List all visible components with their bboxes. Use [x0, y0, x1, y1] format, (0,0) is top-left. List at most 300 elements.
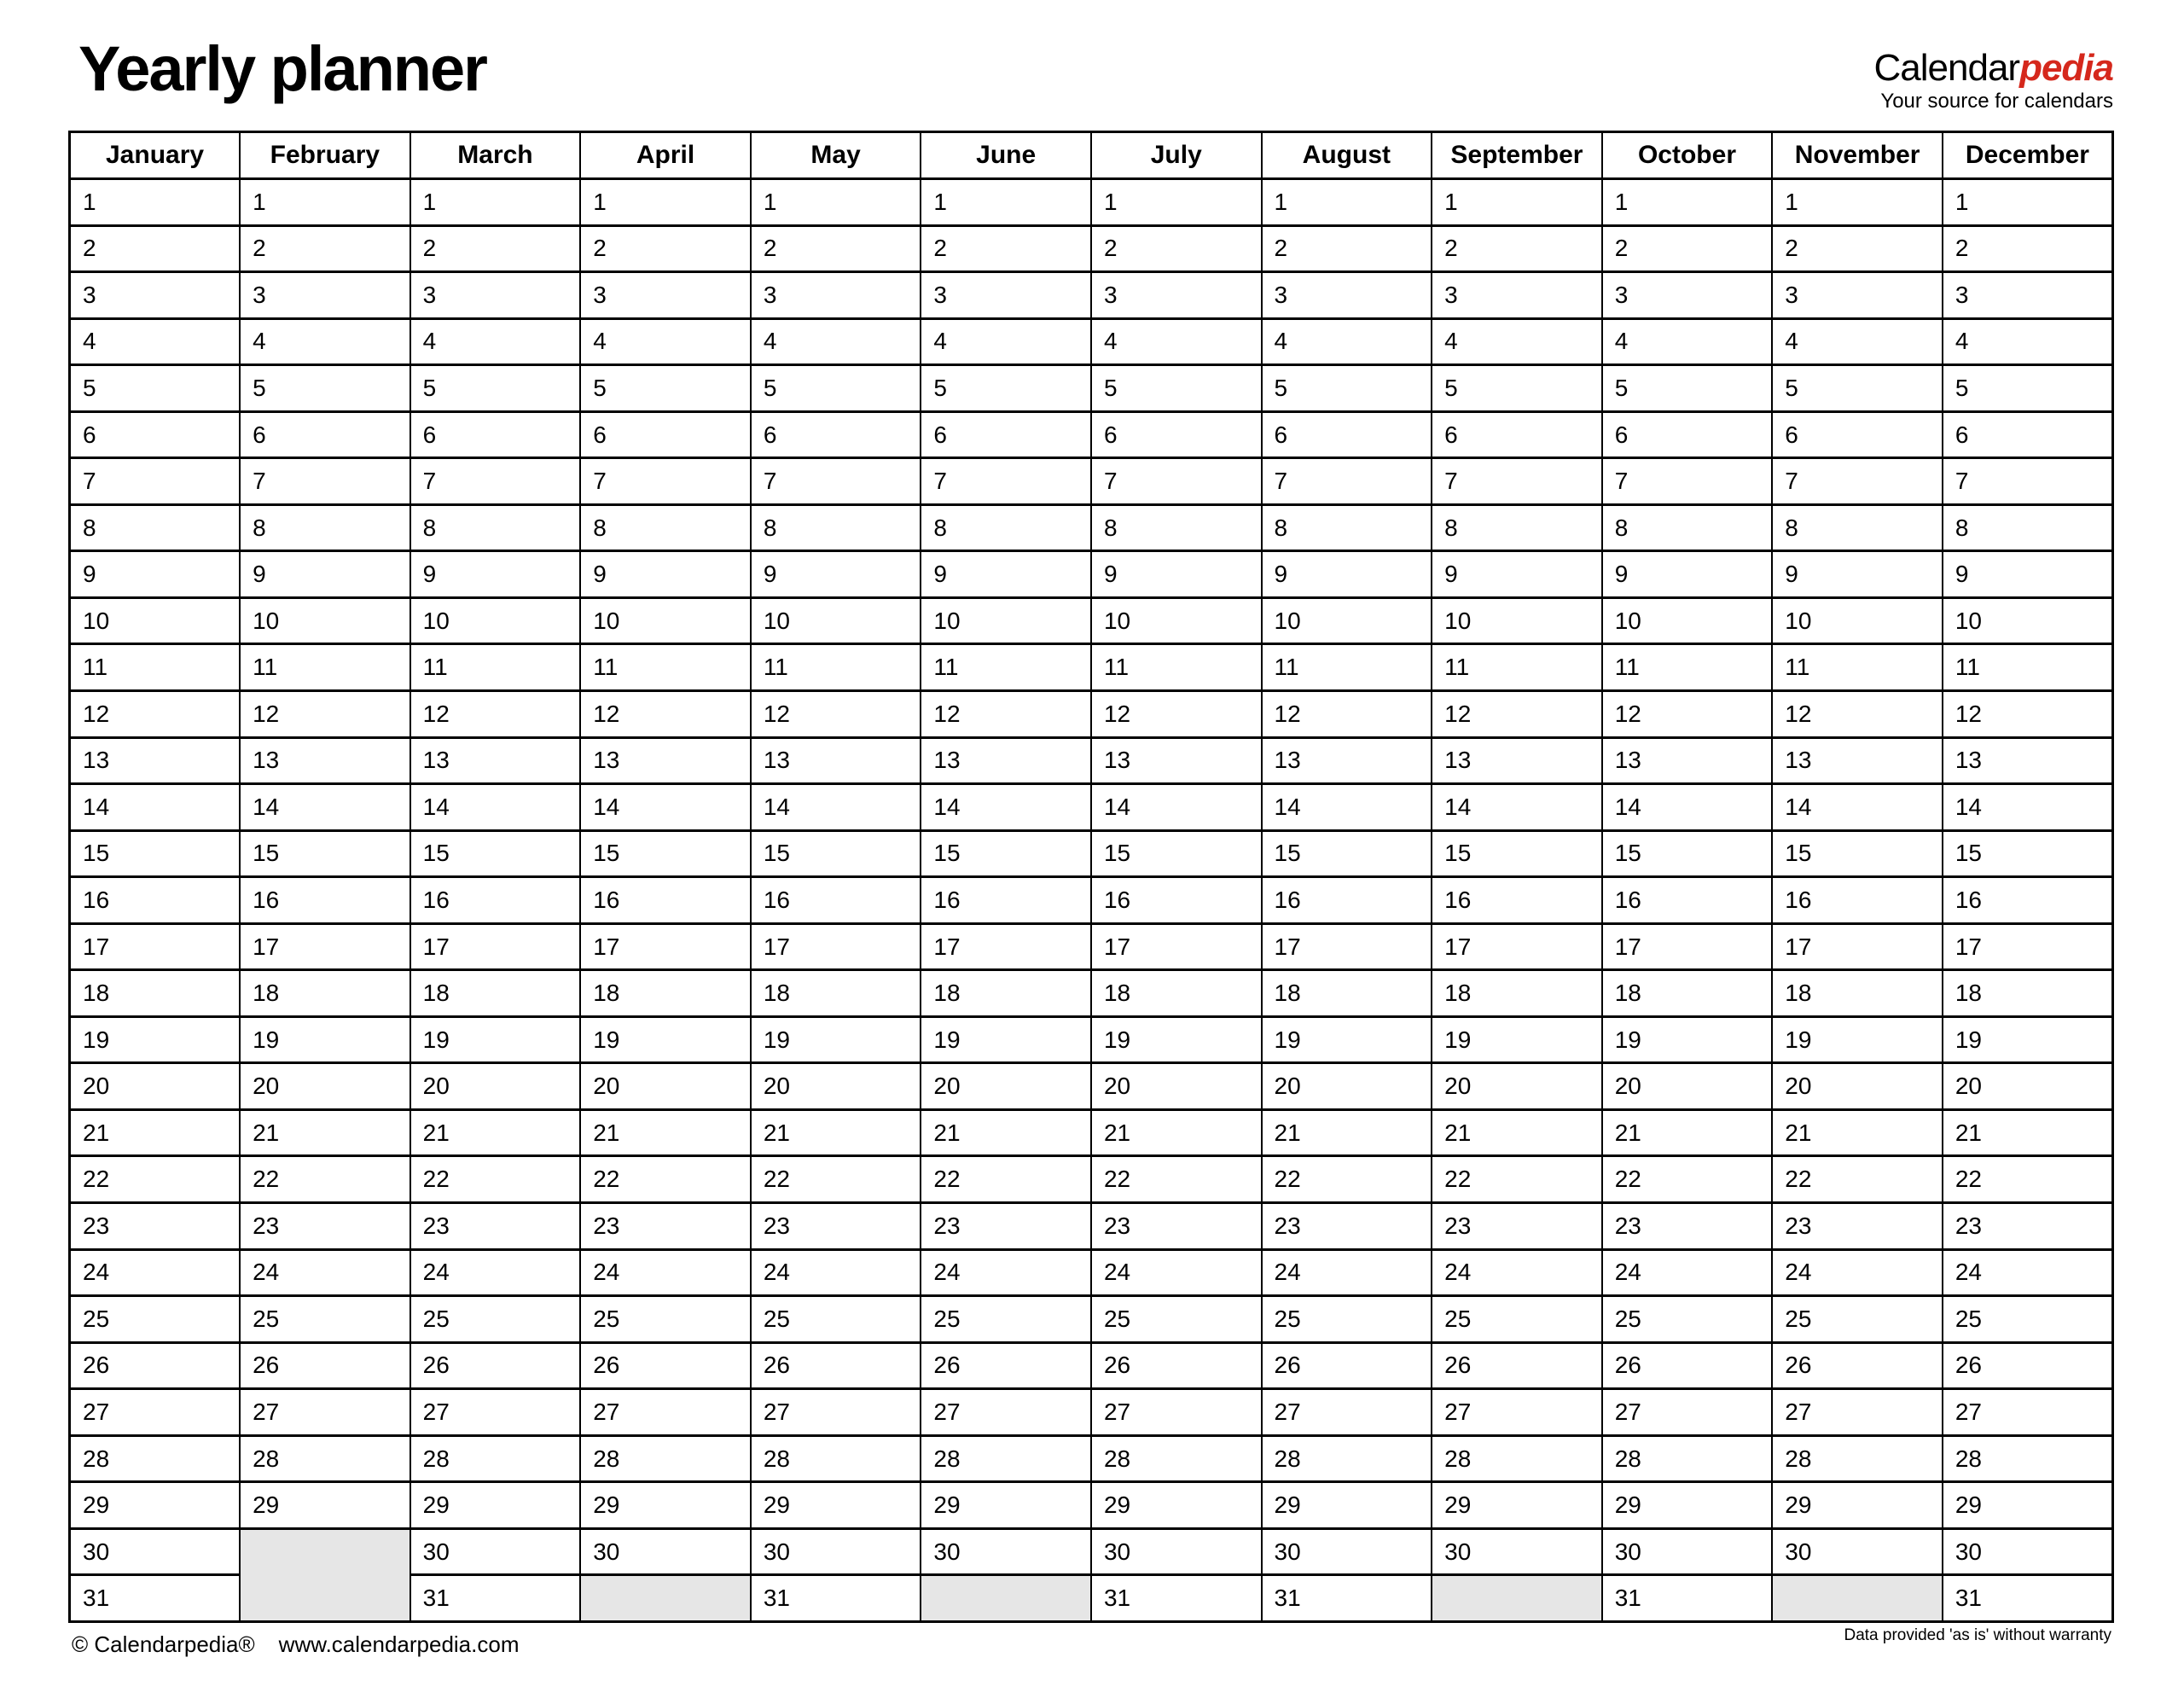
- day-cell: 4: [1943, 318, 2113, 365]
- day-cell: 2: [70, 225, 241, 272]
- day-cell: 20: [921, 1063, 1091, 1110]
- day-cell: 24: [1943, 1249, 2113, 1296]
- day-cell: 8: [921, 504, 1091, 551]
- day-row-14: [70, 784, 2113, 831]
- day-cell: 24: [751, 1249, 921, 1296]
- day-cell: 16: [1602, 877, 1773, 924]
- day-cell: 22: [240, 1156, 410, 1203]
- day-cell: 21: [410, 1109, 581, 1156]
- logo-wordmark: [1874, 49, 2113, 87]
- day-cell: 3: [70, 272, 241, 319]
- day-cell: 18: [1772, 970, 1943, 1017]
- day-cell: 20: [1262, 1063, 1432, 1110]
- day-cell: 5: [240, 365, 410, 412]
- day-cell: 1: [580, 179, 751, 226]
- day-row-7: [70, 458, 2113, 505]
- day-cell: 20: [240, 1063, 410, 1110]
- day-cell: 26: [580, 1342, 751, 1389]
- day-cell: 14: [1943, 784, 2113, 831]
- day-cell: 19: [751, 1016, 921, 1063]
- day-cell: 18: [410, 970, 581, 1017]
- day-cell: 8: [1091, 504, 1262, 551]
- day-cell: 2: [1772, 225, 1943, 272]
- day-cell: 14: [1091, 784, 1262, 831]
- day-cell: 13: [921, 737, 1091, 784]
- day-cell: 18: [1602, 970, 1773, 1017]
- day-cell: 3: [1432, 272, 1602, 319]
- day-cell: 26: [70, 1342, 241, 1389]
- day-cell: 11: [1262, 644, 1432, 691]
- day-cell: 2: [921, 225, 1091, 272]
- day-row-3: [70, 272, 2113, 319]
- day-cell: 23: [240, 1203, 410, 1250]
- day-cell: 7: [410, 458, 581, 505]
- day-cell: 25: [580, 1296, 751, 1343]
- month-header-august: August: [1262, 132, 1432, 179]
- day-cell: 5: [1772, 365, 1943, 412]
- day-cell: 14: [70, 784, 241, 831]
- day-cell: 29: [1262, 1482, 1432, 1529]
- day-cell: 11: [410, 644, 581, 691]
- day-cell: 15: [580, 830, 751, 877]
- day-cell: 16: [1432, 877, 1602, 924]
- day-cell: 29: [410, 1482, 581, 1529]
- day-cell: 24: [1432, 1249, 1602, 1296]
- day-cell: 10: [1262, 597, 1432, 644]
- day-cell: 30: [1432, 1528, 1602, 1575]
- day-cell: 4: [1602, 318, 1773, 365]
- day-cell: 22: [1943, 1156, 2113, 1203]
- day-cell: 16: [1262, 877, 1432, 924]
- day-cell: 7: [1602, 458, 1773, 505]
- logo-tagline: Your source for calendars: [1880, 90, 2113, 113]
- day-cell: 31: [70, 1575, 241, 1622]
- day-cell: 19: [580, 1016, 751, 1063]
- day-cell: 18: [1262, 970, 1432, 1017]
- day-cell: 29: [70, 1482, 241, 1529]
- day-cell: 16: [70, 877, 241, 924]
- day-cell: 11: [1943, 644, 2113, 691]
- day-cell: 30: [580, 1528, 751, 1575]
- day-cell: 29: [1091, 1482, 1262, 1529]
- month-header-september: September: [1432, 132, 1602, 179]
- footer-url: www.calendarpedia.com: [278, 1631, 520, 1657]
- day-cell: 29: [921, 1482, 1091, 1529]
- day-cell: 19: [1262, 1016, 1432, 1063]
- day-cell: 5: [1262, 365, 1432, 412]
- month-header-march: March: [410, 132, 581, 179]
- day-cell: 14: [751, 784, 921, 831]
- day-cell: 10: [1943, 597, 2113, 644]
- day-cell: 14: [921, 784, 1091, 831]
- day-cell: 17: [70, 923, 241, 970]
- day-cell: 7: [921, 458, 1091, 505]
- day-cell: 7: [1262, 458, 1432, 505]
- day-cell: 7: [1772, 458, 1943, 505]
- day-row-11: [70, 644, 2113, 691]
- day-cell: 2: [751, 225, 921, 272]
- day-cell: 20: [580, 1063, 751, 1110]
- day-cell: 23: [1602, 1203, 1773, 1250]
- day-cell: 11: [1772, 644, 1943, 691]
- day-row-17: [70, 923, 2113, 970]
- day-cell: 26: [1091, 1342, 1262, 1389]
- day-cell: 6: [921, 411, 1091, 458]
- day-cell: 13: [1602, 737, 1773, 784]
- day-cell: 12: [751, 691, 921, 738]
- day-cell: 3: [1262, 272, 1432, 319]
- day-cell: 29: [1943, 1482, 2113, 1529]
- day-cell: 2: [1091, 225, 1262, 272]
- day-cell: 19: [1772, 1016, 1943, 1063]
- day-cell: 16: [1943, 877, 2113, 924]
- day-cell: 31: [1262, 1575, 1432, 1622]
- day-cell: 21: [921, 1109, 1091, 1156]
- day-cell: 12: [1262, 691, 1432, 738]
- day-cell: 11: [751, 644, 921, 691]
- day-cell: 3: [240, 272, 410, 319]
- day-cell: 7: [751, 458, 921, 505]
- day-cell: 5: [1602, 365, 1773, 412]
- day-cell: 29: [1772, 1482, 1943, 1529]
- day-cell: 15: [1943, 830, 2113, 877]
- day-cell: 10: [70, 597, 241, 644]
- day-cell: 18: [1432, 970, 1602, 1017]
- day-cell: 13: [580, 737, 751, 784]
- day-cell: 4: [1772, 318, 1943, 365]
- day-cell: 12: [410, 691, 581, 738]
- day-cell: 26: [1432, 1342, 1602, 1389]
- logo-text-calendar: Calendar: [1873, 47, 2020, 89]
- day-row-20: [70, 1063, 2113, 1110]
- day-row-19: [70, 1016, 2113, 1063]
- day-cell: 24: [1262, 1249, 1432, 1296]
- day-cell: 7: [580, 458, 751, 505]
- day-cell: 8: [1432, 504, 1602, 551]
- yearly-planner-table: [68, 131, 2114, 1623]
- day-cell: 22: [1432, 1156, 1602, 1203]
- day-cell: 12: [70, 691, 241, 738]
- day-cell: 9: [580, 551, 751, 598]
- day-cell: 1: [1602, 179, 1773, 226]
- day-cell: 30: [1772, 1528, 1943, 1575]
- day-cell: 19: [240, 1016, 410, 1063]
- day-cell: 29: [1432, 1482, 1602, 1529]
- day-cell: 22: [1262, 1156, 1432, 1203]
- day-cell: 20: [1602, 1063, 1773, 1110]
- day-cell: 16: [751, 877, 921, 924]
- day-cell: 18: [70, 970, 241, 1017]
- day-cell: 7: [1432, 458, 1602, 505]
- day-cell: 12: [240, 691, 410, 738]
- day-cell: 1: [751, 179, 921, 226]
- day-cell: 27: [1262, 1389, 1432, 1436]
- month-header-november: November: [1772, 132, 1943, 179]
- day-cell: 20: [1091, 1063, 1262, 1110]
- day-cell: 8: [410, 504, 581, 551]
- day-row-12: [70, 691, 2113, 738]
- day-cell: 21: [1262, 1109, 1432, 1156]
- day-cell: 28: [1943, 1435, 2113, 1482]
- day-cell: 3: [1091, 272, 1262, 319]
- day-cell: 27: [1091, 1389, 1262, 1436]
- day-cell: 1: [410, 179, 581, 226]
- day-cell: 10: [1602, 597, 1773, 644]
- day-cell: 29: [240, 1482, 410, 1529]
- day-cell: 13: [751, 737, 921, 784]
- day-row-25: [70, 1296, 2113, 1343]
- day-cell: 30: [410, 1528, 581, 1575]
- day-cell: 10: [580, 597, 751, 644]
- day-cell: 11: [240, 644, 410, 691]
- month-header-january: January: [70, 132, 241, 179]
- day-cell: 9: [1091, 551, 1262, 598]
- day-cell: 23: [1772, 1203, 1943, 1250]
- day-cell: 16: [921, 877, 1091, 924]
- day-cell: 27: [1772, 1389, 1943, 1436]
- day-cell: 5: [921, 365, 1091, 412]
- day-cell: 6: [1262, 411, 1432, 458]
- day-cell: 22: [580, 1156, 751, 1203]
- day-cell: 5: [580, 365, 751, 412]
- day-cell: 21: [1943, 1109, 2113, 1156]
- day-cell: 15: [1602, 830, 1773, 877]
- day-cell: 24: [240, 1249, 410, 1296]
- day-cell: 3: [921, 272, 1091, 319]
- day-row-22: [70, 1156, 2113, 1203]
- day-cell: 2: [1602, 225, 1773, 272]
- day-row-15: [70, 830, 2113, 877]
- day-cell: 7: [240, 458, 410, 505]
- day-cell: 21: [1772, 1109, 1943, 1156]
- day-row-21: [70, 1109, 2113, 1156]
- day-row-23: [70, 1203, 2113, 1250]
- day-cell: 8: [70, 504, 241, 551]
- day-cell: 4: [921, 318, 1091, 365]
- day-cell: 15: [1262, 830, 1432, 877]
- day-cell: 20: [751, 1063, 921, 1110]
- day-cell: 31: [1091, 1575, 1262, 1622]
- day-row-2: [70, 225, 2113, 272]
- day-cell: 17: [1772, 923, 1943, 970]
- day-cell: 25: [1943, 1296, 2113, 1343]
- day-cell: 27: [580, 1389, 751, 1436]
- day-cell: 14: [1262, 784, 1432, 831]
- day-cell: 4: [580, 318, 751, 365]
- day-cell: 15: [1432, 830, 1602, 877]
- day-cell: 18: [240, 970, 410, 1017]
- day-cell: 5: [70, 365, 241, 412]
- day-cell: 26: [751, 1342, 921, 1389]
- day-cell: 28: [1091, 1435, 1262, 1482]
- day-cell: 10: [751, 597, 921, 644]
- day-cell: 6: [1602, 411, 1773, 458]
- day-cell: 5: [751, 365, 921, 412]
- day-cell: 27: [410, 1389, 581, 1436]
- day-row-5: [70, 365, 2113, 412]
- day-cell: 13: [1772, 737, 1943, 784]
- day-cell: 22: [921, 1156, 1091, 1203]
- day-cell: 8: [1262, 504, 1432, 551]
- day-cell: 21: [580, 1109, 751, 1156]
- day-cell: 3: [1943, 272, 2113, 319]
- day-cell: 29: [751, 1482, 921, 1529]
- day-cell: 9: [240, 551, 410, 598]
- day-cell: 22: [70, 1156, 241, 1203]
- day-cell: 11: [1432, 644, 1602, 691]
- day-cell: 28: [921, 1435, 1091, 1482]
- day-cell: 29: [1602, 1482, 1773, 1529]
- day-cell: 12: [1602, 691, 1773, 738]
- day-cell: 12: [580, 691, 751, 738]
- day-cell: 10: [1091, 597, 1262, 644]
- day-cell: 16: [1091, 877, 1262, 924]
- day-cell: 7: [1943, 458, 2113, 505]
- calendarpedia-logo: [1874, 49, 2113, 112]
- day-cell: 8: [1602, 504, 1773, 551]
- day-cell: 16: [410, 877, 581, 924]
- day-cell: 3: [410, 272, 581, 319]
- day-cell: 24: [1772, 1249, 1943, 1296]
- day-cell: 5: [1432, 365, 1602, 412]
- day-cell: 3: [1772, 272, 1943, 319]
- day-cell: 28: [1772, 1435, 1943, 1482]
- month-header-october: October: [1602, 132, 1773, 179]
- day-cell: 23: [1432, 1203, 1602, 1250]
- day-cell: 18: [921, 970, 1091, 1017]
- day-cell: 15: [240, 830, 410, 877]
- day-cell: 24: [1091, 1249, 1262, 1296]
- day-cell: 11: [580, 644, 751, 691]
- day-cell: 9: [70, 551, 241, 598]
- day-cell: 30: [1091, 1528, 1262, 1575]
- day-row-24: [70, 1249, 2113, 1296]
- month-header-june: June: [921, 132, 1091, 179]
- day-cell: 4: [1262, 318, 1432, 365]
- day-cell: 23: [751, 1203, 921, 1250]
- day-cell: 25: [1432, 1296, 1602, 1343]
- day-cell: 12: [1091, 691, 1262, 738]
- day-cell: 6: [410, 411, 581, 458]
- day-cell: 5: [410, 365, 581, 412]
- day-cell: 26: [240, 1342, 410, 1389]
- day-cell: 7: [1091, 458, 1262, 505]
- day-cell: 23: [921, 1203, 1091, 1250]
- day-cell: 19: [921, 1016, 1091, 1063]
- day-cell: 25: [921, 1296, 1091, 1343]
- day-cell: 16: [1772, 877, 1943, 924]
- day-row-16: [70, 877, 2113, 924]
- day-cell: 30: [70, 1528, 241, 1575]
- day-cell: 24: [410, 1249, 581, 1296]
- day-cell: 22: [1772, 1156, 1943, 1203]
- day-cell: 26: [1262, 1342, 1432, 1389]
- day-row-13: [70, 737, 2113, 784]
- day-cell: 8: [1943, 504, 2113, 551]
- day-cell: 1: [1772, 179, 1943, 226]
- day-cell: 23: [1943, 1203, 2113, 1250]
- day-cell: 15: [1772, 830, 1943, 877]
- day-row-18: [70, 970, 2113, 1017]
- day-cell: 17: [240, 923, 410, 970]
- day-cell: 25: [1262, 1296, 1432, 1343]
- day-cell: 27: [921, 1389, 1091, 1436]
- day-cell: 25: [70, 1296, 241, 1343]
- day-cell: 31: [410, 1575, 581, 1622]
- day-cell: 18: [580, 970, 751, 1017]
- empty-cell: [580, 1575, 751, 1622]
- empty-cell: [1772, 1575, 1943, 1622]
- day-cell: 13: [1943, 737, 2113, 784]
- day-cell: 1: [1091, 179, 1262, 226]
- day-cell: 14: [580, 784, 751, 831]
- day-cell: 28: [1262, 1435, 1432, 1482]
- day-cell: 21: [70, 1109, 241, 1156]
- day-cell: 17: [1943, 923, 2113, 970]
- day-cell: 6: [1091, 411, 1262, 458]
- day-cell: 11: [921, 644, 1091, 691]
- day-cell: 24: [921, 1249, 1091, 1296]
- day-cell: 23: [580, 1203, 751, 1250]
- day-cell: 23: [410, 1203, 581, 1250]
- day-cell: 30: [1943, 1528, 2113, 1575]
- day-cell: 17: [580, 923, 751, 970]
- day-cell: 28: [240, 1435, 410, 1482]
- day-cell: 12: [921, 691, 1091, 738]
- day-cell: 13: [1432, 737, 1602, 784]
- footer-disclaimer: Data provided 'as is' without warranty: [1844, 1626, 2111, 1644]
- day-cell: 3: [751, 272, 921, 319]
- day-cell: 25: [1091, 1296, 1262, 1343]
- day-row-10: [70, 597, 2113, 644]
- day-cell: 2: [580, 225, 751, 272]
- day-cell: 19: [1602, 1016, 1773, 1063]
- day-cell: 14: [1602, 784, 1773, 831]
- day-cell: 1: [1262, 179, 1432, 226]
- day-row-30: [70, 1528, 2113, 1575]
- day-cell: 13: [70, 737, 241, 784]
- day-cell: 20: [1432, 1063, 1602, 1110]
- day-cell: 24: [1602, 1249, 1773, 1296]
- day-cell: 10: [410, 597, 581, 644]
- day-cell: 9: [1432, 551, 1602, 598]
- day-cell: 6: [1772, 411, 1943, 458]
- day-cell: 12: [1432, 691, 1602, 738]
- month-header-april: April: [580, 132, 751, 179]
- day-cell: 4: [240, 318, 410, 365]
- day-cell: 6: [580, 411, 751, 458]
- day-cell: 30: [1262, 1528, 1432, 1575]
- day-cell: 9: [751, 551, 921, 598]
- day-cell: 21: [240, 1109, 410, 1156]
- page-title: Yearly planner: [78, 33, 486, 104]
- day-cell: 30: [751, 1528, 921, 1575]
- day-cell: 18: [751, 970, 921, 1017]
- day-cell: 9: [410, 551, 581, 598]
- day-cell: 17: [1262, 923, 1432, 970]
- day-row-6: [70, 411, 2113, 458]
- day-cell: 14: [1432, 784, 1602, 831]
- day-cell: 28: [580, 1435, 751, 1482]
- day-cell: 13: [410, 737, 581, 784]
- day-cell: 17: [1091, 923, 1262, 970]
- day-cell: 9: [921, 551, 1091, 598]
- day-cell: 26: [1602, 1342, 1773, 1389]
- day-cell: 30: [1602, 1528, 1773, 1575]
- day-cell: 22: [1602, 1156, 1773, 1203]
- month-header-july: July: [1091, 132, 1262, 179]
- day-cell: 26: [1772, 1342, 1943, 1389]
